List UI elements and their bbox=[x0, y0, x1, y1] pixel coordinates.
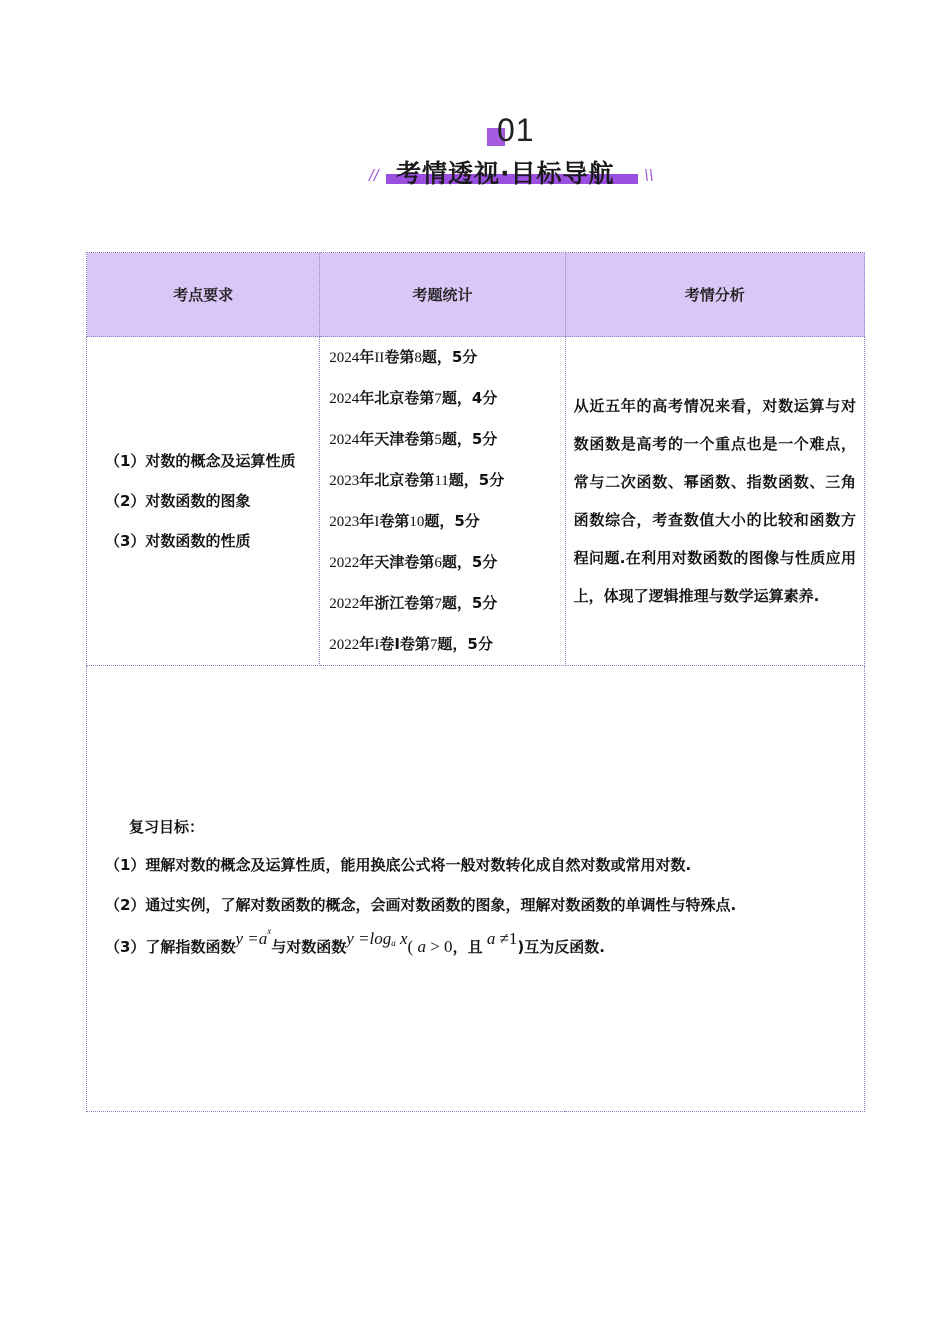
review-goals-title: 复习目标： bbox=[129, 818, 205, 836]
goals-row bbox=[87, 666, 865, 1112]
table-header-row bbox=[87, 253, 865, 337]
section-title: 考情透视·目标导航 bbox=[396, 159, 615, 188]
stat-item: 2022年I卷I卷第7题，5分 bbox=[329, 635, 493, 653]
condition-a-positive: ( a > 0 bbox=[407, 937, 453, 956]
goal-item-1: （1）理解对数的概念及运算性质，能用换底公式将一般对数转化成自然对数或常用对数. bbox=[105, 856, 692, 874]
stat-item: 2022年浙江卷第7题，5分 bbox=[329, 594, 498, 612]
exp-function-formula: $y =a^x$ bbox=[235, 926, 272, 948]
analysis-cell bbox=[565, 337, 864, 666]
table-row bbox=[87, 337, 865, 666]
stat-item: 2024年II卷第8题，5分 bbox=[329, 348, 478, 366]
requirement-item: （1）对数的概念及运算性质 bbox=[105, 452, 296, 470]
stat-item: 2023年北京卷第11题，5分 bbox=[329, 471, 505, 489]
condition-a-not-one: a ≠1 bbox=[482, 929, 518, 948]
header-analysis: 考情分析 bbox=[565, 253, 864, 337]
stat-item: 2024年天津卷第5题，5分 bbox=[329, 430, 498, 448]
right-slash-decoration: \\ bbox=[644, 166, 654, 185]
goal-item-2: （2）通过实例，了解对数函数的概念，会画对数函数的图象，理解对数函数的单调性与特殊点. bbox=[105, 896, 737, 914]
requirements-cell bbox=[87, 337, 320, 666]
exam-analysis-table bbox=[86, 252, 865, 1112]
left-slash-decoration: // bbox=[369, 166, 379, 185]
requirement-item: （2）对数函数的图象 bbox=[105, 492, 251, 510]
goal-item-3: （3）了解指数函数$y =a^x$与对数函数$y =\log_a$ x( a > 0，且 a ≠1)互为反函数. bbox=[105, 926, 605, 956]
analysis-text: 从近五年的高考情况来看，对数运算与对数函数是高考的一个重点也是一个难点，常与二次函数、幂函数、指数函数、三角函数综合，考查数值大小的比较和函数方程问题.在利用对数函数的图像与性质应用上，体现了逻辑推理与数学运算素养. bbox=[573, 397, 856, 605]
section-number: 01 bbox=[497, 112, 535, 148]
requirement-item: （3）对数函数的性质 bbox=[105, 532, 251, 550]
header-requirements: 考点要求 bbox=[87, 253, 320, 337]
section-header bbox=[0, 110, 950, 200]
stat-item: 2024年北京卷第7题，4分 bbox=[329, 389, 498, 407]
header-statistics: 考题统计 bbox=[320, 253, 565, 337]
review-goals-cell bbox=[87, 666, 865, 1112]
log-function-formula: $y =\log_a$ x bbox=[346, 929, 408, 948]
stat-item: 2022年天津卷第6题，5分 bbox=[329, 553, 498, 571]
statistics-cell bbox=[320, 337, 565, 666]
stat-item: 2023年I卷第10题，5分 bbox=[329, 512, 480, 530]
